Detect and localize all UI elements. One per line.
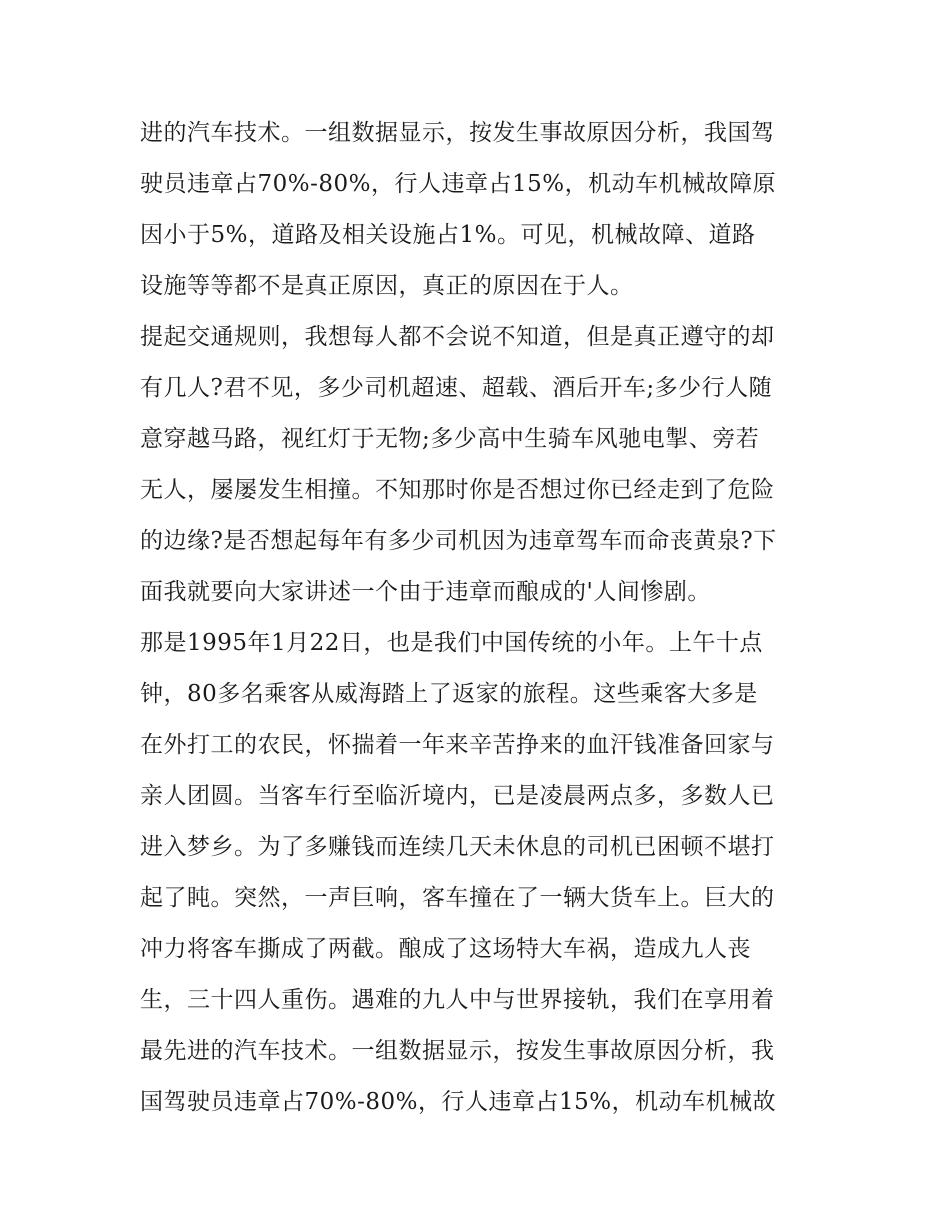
text-line: 驶员违章占70%-80%，行人违章占15%，机动车机械故障原 (140, 171, 777, 197)
text-line: 提起交通规则，我想每人都不会说不知道，但是真正遵守的却 (140, 324, 775, 350)
text-line: 最先进的汽车技术。一组数据显示，按发生事故原因分析，我 (140, 1038, 775, 1064)
text-line: 亲人团圆。当客车行至临沂境内，已是凌晨两点多，多数人已 (140, 783, 775, 809)
text-line: 因小于5%，道路及相关设施占1%。可见，机械故障、道路 (140, 222, 756, 248)
text-line: 起了盹。突然，一声巨响，客车撞在了一辆大货车上。巨大的 (140, 885, 775, 911)
text-line: 进入梦乡。为了多赚钱而连续几天未休息的司机已困顿不堪打 (140, 834, 775, 860)
text-line: 设施等等都不是真正原因，真正的原因在于人。 (140, 273, 634, 299)
text-line: 的边缘?是否想起每年有多少司机因为违章驾车而命丧黄泉?下 (140, 528, 777, 554)
text-line: 那是1995年1月22日，也是我们中国传统的小年。上午十点 (140, 630, 763, 656)
text-line: 面我就要向大家讲述一个由于违章而酿成的'人间惨剧。 (140, 579, 711, 605)
text-line: 冲力将客车撕成了两截。酿成了这场特大车祸，造成九人丧 (140, 936, 751, 962)
text-line: 钟，80多名乘客从威海踏上了返家的旅程。这些乘客大多是 (140, 681, 758, 707)
text-line: 进的汽车技术。一组数据显示，按发生事故原因分析，我国驾 (140, 120, 775, 146)
text-line: 有几人?君不见，多少司机超速、超载、酒后开车;多少行人随 (140, 375, 773, 401)
text-line: 在外打工的农民，怀揣着一年来辛苦挣来的血汗钱准备回家与 (140, 732, 775, 758)
text-line: 无人，屡屡发生相撞。不知那时你是否想过你已经走到了危险 (140, 477, 775, 503)
text-line: 国驾驶员违章占70%-80%，行人违章占15%，机动车机械故 (140, 1089, 777, 1115)
text-line: 意穿越马路，视红灯于无物;多少高中生骑车风驰电掣、旁若 (140, 426, 760, 452)
body-text (140, 108, 830, 1128)
text-line: 生，三十四人重伤。遇难的九人中与世界接轨，我们在享用着 (140, 987, 775, 1013)
